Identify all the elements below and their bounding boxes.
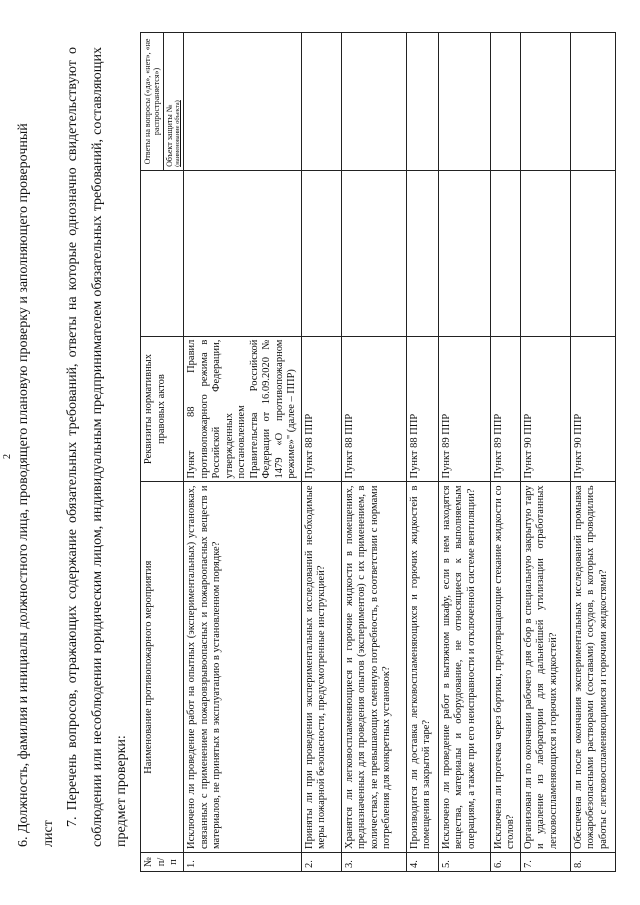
row-empty-cell	[490, 170, 520, 336]
table-row	[184, 33, 302, 872]
header-empty-cell	[141, 170, 184, 336]
row-measure: Исключено ли проведение работ в вытяжном шкафу, если в нем находятся вещества, материалы и оборудование, не относящиеся к выполняемым операциям, а также при его неисправности и отключенной системе вентиляции?	[438, 482, 490, 853]
section-6-heading: 6. Должность, фамилия и инициалы должностного лица, проводящего плановую проверку и заполняющего проверочный	[16, 123, 31, 847]
row-requisites: Пункт 89 ППР	[490, 336, 520, 482]
table-row	[341, 33, 406, 872]
row-number: 1.	[184, 853, 302, 872]
row-requisites: Пункт 88 ППР	[341, 336, 406, 482]
table-row	[520, 33, 570, 872]
row-empty-cell	[341, 170, 406, 336]
row-empty-cell	[438, 170, 490, 336]
row-number: 4.	[406, 853, 438, 872]
table-header-row	[141, 33, 184, 872]
row-measure: Приняты ли при проведении экспериментальных исследований необходимые меры пожарной безопасности, предусмотренные инструкцией?	[301, 482, 341, 853]
checklist-table	[140, 32, 616, 872]
header-requisites: Реквизиты нормативных правовых актов	[141, 336, 184, 482]
row-answer-cell	[301, 33, 341, 171]
header-num: № п/п	[141, 853, 184, 872]
header-answers-text: Ответы на вопросы («да», «нет», «не распространяется»)	[143, 38, 161, 165]
table-row	[570, 33, 615, 872]
section-6-heading-cont: лист	[40, 820, 56, 847]
section-7-text: 7. Перечень вопросов, отражающих содержание обязательных требований, ответы на которые однозначно свидетельствуют о соблюдении или несоблюдении юридическим лицом, индивидуальным предпринимателем обязательных требований, составляющих предмет проверки:	[65, 47, 129, 847]
row-measure: Исключена ли протечка через бортики, предотвращающие стекание жидкости со столов?	[490, 482, 520, 853]
row-answer-cell	[438, 33, 490, 171]
header-object-label: Объект защиты №	[165, 104, 174, 167]
row-answer-cell	[490, 33, 520, 171]
row-number: 3.	[341, 853, 406, 872]
row-empty-cell	[406, 170, 438, 336]
row-number: 5.	[438, 853, 490, 872]
row-number: 7.	[520, 853, 570, 872]
row-requisites: Пункт 90 ППР	[520, 336, 570, 482]
row-empty-cell	[184, 170, 302, 336]
row-empty-cell	[301, 170, 341, 336]
row-requisites: Пункт 90 ППР	[570, 336, 615, 482]
row-measure: Организован ли по окончании рабочего дня сбор в специальную закрытую тару и удаление из лаборатории для дальнейшей утилизации отработанных легковоспламеняющихся и горючих жидкостей?	[520, 482, 570, 853]
table-row	[490, 33, 520, 872]
row-measure: Производится ли доставка легковоспламеняющихся и горючих жидкостей в помещения в закрытой таре?	[406, 482, 438, 853]
row-number: 2.	[301, 853, 341, 872]
row-answer-cell	[341, 33, 406, 171]
row-answer-cell	[520, 33, 570, 171]
row-requisites: Пункт 88 ППР	[301, 336, 341, 482]
row-measure: Обеспечена ли после окончания экспериментальных исследований промывка пожаробезопасными растворами (составами) сосудов, в которых проводились работы с легковоспламеняющимися и горючими жидкостями?	[570, 482, 615, 853]
intro-text	[12, 47, 135, 847]
row-answer-cell	[570, 33, 615, 171]
header-answers	[141, 33, 184, 171]
table-row	[301, 33, 341, 872]
row-measure: Хранятся ли легковоспламеняющиеся и горючие жидкости в помещениях, предназначенных для проведения опытов (экспериментов) с их применением, в количествах, не превышающих сменную потребность, в соответствии с нормами потребления для конкретных установок?	[341, 482, 406, 853]
row-empty-cell	[570, 170, 615, 336]
header-object-name: (наименование объекта)	[174, 100, 181, 167]
row-requisites: Пункт 88 Правил противопожарного режима в Российской Федерации, утвержденных постановлением Правительства Российской Федерации от 16.09.2020 № 1479 «О противопожарном режиме»" (далее – ППР)	[184, 336, 302, 482]
row-number: 6.	[490, 853, 520, 872]
row-answer-cell	[406, 33, 438, 171]
table-row	[438, 33, 490, 872]
page-number: 2	[2, 454, 13, 459]
table-row	[406, 33, 438, 872]
header-object	[163, 33, 181, 170]
row-requisites: Пункт 88 ППР	[406, 336, 438, 482]
header-name: Наименование противопожарного мероприятия	[141, 482, 184, 853]
row-empty-cell	[520, 170, 570, 336]
row-requisites: Пункт 89 ППР	[438, 336, 490, 482]
row-number: 8.	[570, 853, 615, 872]
row-answer-cell	[184, 33, 302, 171]
row-measure: Исключено ли проведение работ на опытных (экспериментальных) установках, связанных с применением пожаровзрывоопасных и пожароопасных веществ и материалов, не принятых в эксплуатацию в установленном порядке?	[184, 482, 302, 853]
